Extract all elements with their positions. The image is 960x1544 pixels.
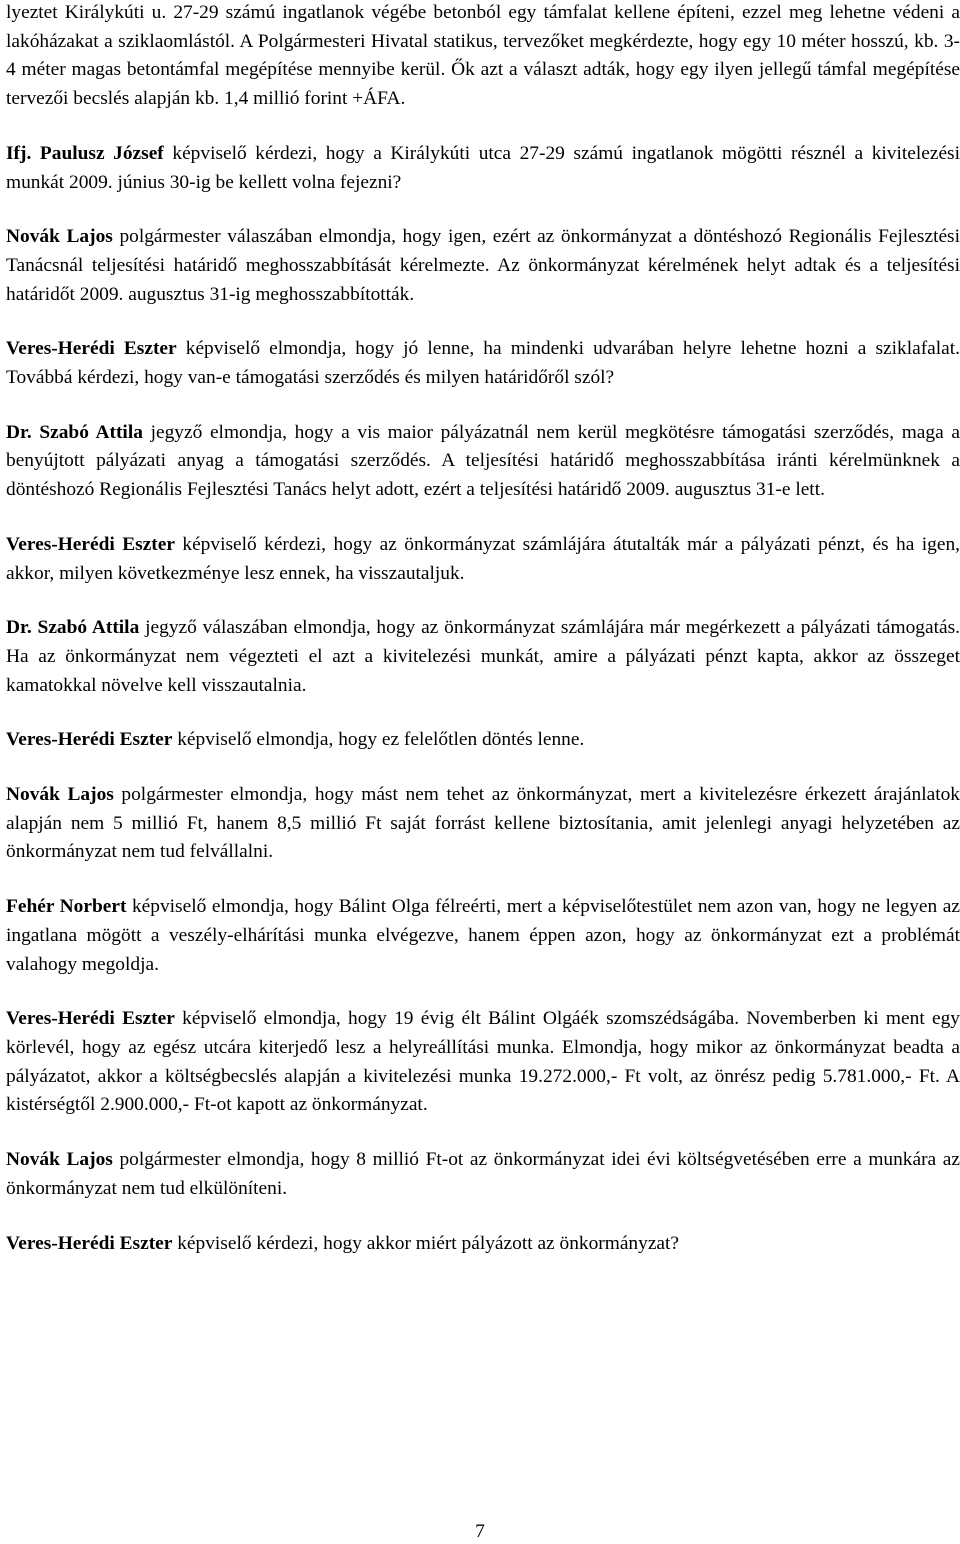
paragraph-13 (6, 1230, 960, 1259)
speaker-name: Fehér Norbert (6, 896, 127, 918)
paragraph-8 (6, 726, 960, 755)
paragraph-text: képviselő kérdezi, hogy a Királykúti utca 27-29 számú ingatlanok mögötti résznél a kivitelezési munkát 2009. június 30-ig be kellett volna fejezni? (6, 142, 960, 193)
paragraph-text: polgármester elmondja, hogy 8 millió Ft-ot az önkormányzat idei évi költségvetésében erre a munkára az önkormányzat nem tud elkülöníteni. (6, 1149, 960, 1199)
speaker-name: Veres-Herédi Eszter (6, 729, 173, 751)
paragraph-text: képviselő kérdezi, hogy akkor miért pályázott az önkormányzat? (172, 1232, 680, 1254)
speaker-name: Ifj. Paulusz József (6, 142, 164, 164)
speaker-name: Veres-Herédi Eszter (6, 1232, 173, 1254)
paragraph-text: polgármester elmondja, hogy mást nem tehet az önkormányzat, mert a kivitelezésre érkezett árajánlatok alapján nem 5 millió Ft, hanem 8,5 millió Ft saját forrást kellene biztosítania, amit jelenlegi anyagi helyzetében az önkormányzat nem tud felvállalni. (6, 784, 960, 863)
paragraph-2 (6, 140, 960, 197)
paragraph-text: jegyző válaszában elmondja, hogy az önkormányzat számlájára már megérkezett a pályázati támogatás. Ha az önkormányzat nem végezteti el azt a kivitelezési munkát, amire a pályázati pénzt kapta, akkor az összeget kamatokkal növelve kell visszautalnia. (6, 617, 960, 696)
paragraph-7 (6, 614, 960, 700)
paragraph-text: képviselő elmondja, hogy Bálint Olga félreérti, mert a képviselőtestület nem azon van, hogy ne legyen az ingatlana mögött a veszély-elhárítási munka elvégezve, hanem éppen azon, hogy az önkormányzat ezt a problémát valahogy megoldja. (6, 896, 960, 975)
speaker-name: Novák Lajos (6, 784, 114, 806)
paragraph-11 (6, 1005, 960, 1120)
paragraph-5 (6, 419, 960, 505)
speaker-name: Dr. Szabó Attila (6, 421, 143, 443)
paragraph-text: képviselő elmondja, hogy ez felelőtlen döntés lenne. (172, 729, 585, 751)
paragraph-text: lyeztet Királykúti u. 27-29 számú ingatlanok végébe betonból egy támfalat kellene építeni, ezzel meg lehetne védeni a lakóházakat a sziklaomlástól. A Polgármesteri Hivatal statikus, tervezőket megkérdezte, hogy egy 10 méter hosszú, kb. 3-4 méter magas betontámfal megépítése mennyibe kerül. Ők azt a választ adták, hogy egy ilyen jellegű támfal megépítése tervezői becslés alapján kb. 1,4 millió forint +ÁFA. (6, 2, 960, 110)
paragraph-12 (6, 1146, 960, 1203)
speaker-name: Veres-Herédi Eszter (6, 1008, 175, 1030)
document-body (6, 0, 960, 1258)
paragraph-9 (6, 781, 960, 867)
paragraph-1 (6, 0, 960, 114)
speaker-name: Veres-Herédi Eszter (6, 338, 177, 360)
paragraph-4 (6, 335, 960, 392)
paragraph-10 (6, 893, 960, 979)
speaker-name: Novák Lajos (6, 1149, 113, 1171)
paragraph-6 (6, 531, 960, 588)
paragraph-text: jegyző elmondja, hogy a vis maior pályázatnál nem kerül megkötésre támogatási szerződés, maga a benyújtott pályázati anyag a támogatási szerződés. A teljesítési határidő meghosszabbítása iránti kérelmünknek a döntéshozó Regionális Fejlesztési Tanács helyt adott, ezért a teljesítési határidő 2009. augusztus 31-e lett. (6, 421, 960, 501)
speaker-name: Novák Lajos (6, 226, 113, 248)
paragraph-text: polgármester válaszában elmondja, hogy igen, ezért az önkormányzat a döntéshozó Regionális Fejlesztési Tanácsnál teljesítési határidő meghosszabbítását kérelmezte. Az önkormányzat kérelmének helyt adtak és a teljesítési határidőt 2009. augusztus 31-ig meghosszabbították. (6, 226, 960, 305)
speaker-name: Dr. Szabó Attila (6, 617, 140, 639)
speaker-name: Veres-Herédi Eszter (6, 533, 175, 555)
paragraph-3 (6, 223, 960, 309)
paragraph-text: képviselő elmondja, hogy 19 évig élt Bálint Olgáék szomszédságába. Novemberben ki ment egy körlevél, hogy az egész utcára kiterjedő lesz a helyreállítási munka. Elmondja, hogy mikor az önkormányzat beadta a pályázatot, akkor a költségbecslés alapján a kivitelezési munka 19.272.000,- Ft volt, az önrész pedig 5.781.000,- Ft. A kistérségtől 2.900.000,- Ft-ot kapott az önkormányzat. (6, 1008, 960, 1116)
paragraph-text: képviselő kérdezi, hogy az önkormányzat számlájára átutalták már a pályázati pénzt, és ha igen, akkor, milyen következménye lesz ennek, ha visszautaljuk. (6, 533, 960, 584)
page-number: 7 (475, 1521, 485, 1542)
paragraph-text: képviselő elmondja, hogy jó lenne, ha mindenki udvarában helyre lehetne hozni a sziklafalat. Továbbá kérdezi, hogy van-e támogatási szerződés és milyen határidőről szól? (6, 338, 960, 389)
